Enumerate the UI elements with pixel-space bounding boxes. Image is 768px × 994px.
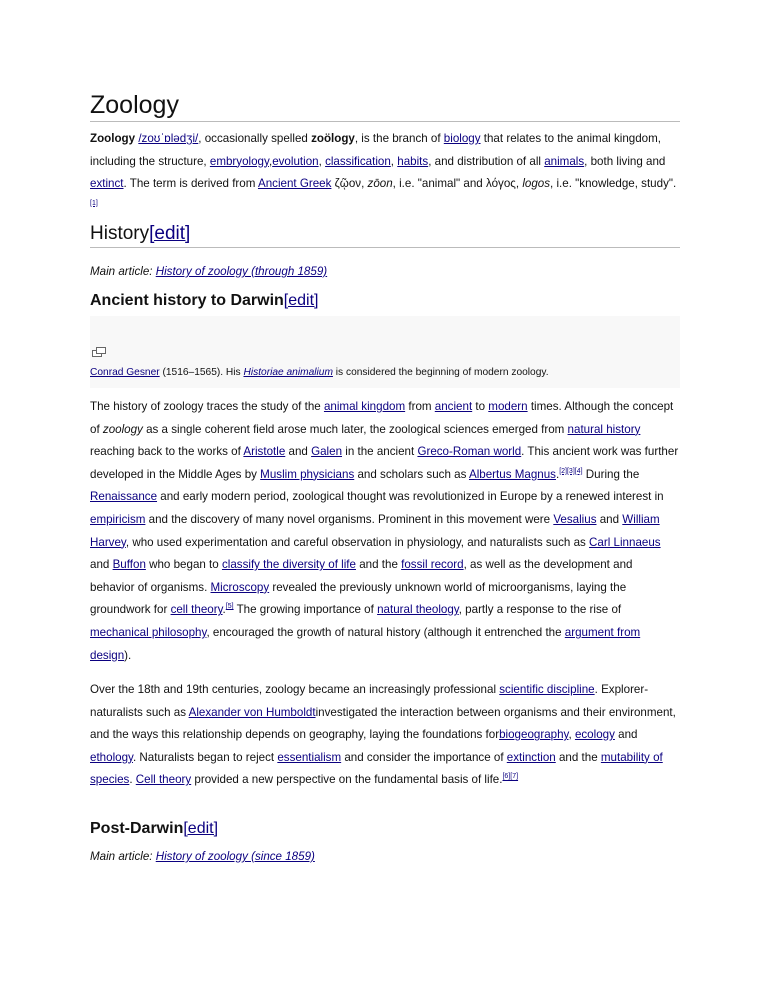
link-classification[interactable]: classification xyxy=(325,154,391,168)
term-zoology-alt: zoölogy xyxy=(311,132,355,145)
link-natural-history[interactable]: natural history xyxy=(567,422,641,436)
figure-gesner xyxy=(90,316,680,388)
link-extinction[interactable]: extinction xyxy=(506,750,556,764)
link-conrad-gesner[interactable]: Conrad Gesner xyxy=(90,367,160,378)
link-historiae-animalium[interactable]: Historiae animalium xyxy=(243,367,333,378)
link-ancient-greek[interactable]: Ancient Greek xyxy=(257,177,332,191)
link-alexander-von-humboldt[interactable]: Alexander von Humboldt xyxy=(188,705,316,719)
link-habits[interactable]: habits xyxy=(397,154,429,168)
section-post-darwin-heading: Post-Darwin[edit] xyxy=(90,820,219,837)
link-ecology[interactable]: ecology xyxy=(574,728,615,742)
link-empiricism[interactable]: empiricism xyxy=(90,512,146,526)
link-pronunciation[interactable]: /zoʊˈɒlədʒi/ xyxy=(138,132,199,145)
intro-paragraph: Zoology /zoʊˈɒlədʒi/, occasionally spelled zoölogy, is the branch of biology that relates to the animal kingdom, including the structure, embryology,evolution, classification, habits, and distribution of all animals, both living and extinct. The term is derived from Ancient Greek ζῷον, zōon, i.e. "animal" and λόγος, logos, i.e. "knowledge, study".[1] xyxy=(90,132,677,207)
link-carl-linnaeus[interactable]: Carl Linnaeus xyxy=(589,535,661,549)
link-greco-roman-world[interactable]: Greco-Roman world xyxy=(417,445,522,459)
link-microscopy[interactable]: Microscopy xyxy=(210,580,270,594)
link-scientific-discipline[interactable]: scientific discipline xyxy=(499,683,595,696)
link-cell-theory-2[interactable]: Cell theory xyxy=(135,773,192,787)
history-paragraph-1: The history of zoology traces the study of the animal kingdom from ancient to modern times. Although the concept of zoology as a single coherent field arose much later, the zoological sciences emerged from natural history reaching back to the works of Aristotle and Galen in the ancient Greco-Roman world. This ancient work was further developed in the Middle Ages by Muslim physicians and scholars such as Albertus Magnus.[2][3][4] During the Renaissance and early modern period, zoological thought was revolutionized in Europe by a renewed interest in empiricism and the discovery of many novel organisms. Prominent in this movement were Vesalius and William Harvey, who used experimentation and careful observation in physiology, and naturalists such as Carl Linnaeus and Buffon who began to classify the diversity of life and the fossil record, as well as the development and behavior of organisms. Microscopy revealed the previously unknown world of microorganisms, laying the groundwork for cell theory.[5] The growing importance of natural theology, partly a response to the rise of mechanical philosophy, encouraged the growth of natural history (although it entrenched the argument from design). xyxy=(90,400,679,662)
link-argument-from-design[interactable]: argument from design xyxy=(90,625,641,662)
link-galen[interactable]: Galen xyxy=(311,445,343,459)
link-mechanical-philosophy[interactable]: mechanical philosophy xyxy=(90,625,207,639)
edit-ancient-link[interactable]: [edit] xyxy=(283,292,319,309)
page-title: Zoology xyxy=(90,90,680,122)
link-classify-diversity[interactable]: classify the diversity of life xyxy=(221,558,356,572)
link-albertus-magnus[interactable]: Albertus Magnus xyxy=(468,467,556,481)
link-animals[interactable]: animals xyxy=(544,154,585,168)
term-zoology: Zoology xyxy=(90,132,136,145)
link-biogeography[interactable]: biogeography xyxy=(499,728,569,742)
link-extinct[interactable]: extinct xyxy=(90,177,124,191)
section-ancient-heading: Ancient history to Darwin[edit] xyxy=(90,292,319,309)
link-william-harvey[interactable]: William Harvey xyxy=(90,512,660,549)
link-animal-kingdom[interactable]: animal kingdom xyxy=(323,400,406,413)
broken-image-icon[interactable] xyxy=(92,347,106,357)
link-history-since-1859[interactable]: History of zoology (since 1859) xyxy=(155,850,315,863)
hatnote-post-darwin: Main article: History of zoology (since 1859) xyxy=(90,850,315,863)
link-muslim-physicians[interactable]: Muslim physicians xyxy=(260,467,355,481)
link-natural-theology[interactable]: natural theology xyxy=(377,603,459,617)
link-mutability-of-species[interactable]: mutability of species xyxy=(90,750,663,787)
ref-5[interactable]: [5] xyxy=(225,603,234,611)
edit-post-darwin-link[interactable]: [edit] xyxy=(183,820,219,837)
ref-6-7[interactable]: [6][7] xyxy=(502,773,519,781)
link-buffon[interactable]: Buffon xyxy=(112,558,146,572)
ref-1[interactable]: [1] xyxy=(90,199,98,207)
link-evolution[interactable]: evolution xyxy=(272,154,319,168)
link-essentialism[interactable]: essentialism xyxy=(277,750,342,764)
hatnote-history: Main article: History of zoology (through 1859) xyxy=(90,265,328,278)
section-history-heading: History[edit] xyxy=(90,222,680,248)
link-embryology[interactable]: embryology xyxy=(209,154,269,168)
link-history-through-1859[interactable]: History of zoology (through 1859) xyxy=(155,265,328,278)
ref-2-3-4[interactable]: [2][3][4] xyxy=(559,467,583,475)
link-ancient[interactable]: ancient xyxy=(434,400,473,413)
history-paragraph-2: Over the 18th and 19th centuries, zoology became an increasingly professional scientific discipline. Explorer-naturalists such as Alexander von Humboldtinvestigated the interaction between organisms and their environment, and the ways this relationship depends on geography, laying the foundations forbiogeography, ecology and ethology. Naturalists began to reject essentialism and consider the importance of extinction and the mutability of species. Cell theory provided a new perspective on the fundamental basis of life.[6][7] xyxy=(90,683,676,787)
link-modern[interactable]: modern xyxy=(488,400,528,413)
link-vesalius[interactable]: Vesalius xyxy=(553,512,597,526)
link-fossil-record[interactable]: fossil record xyxy=(401,558,464,572)
edit-history-link[interactable]: [edit] xyxy=(149,223,191,244)
link-renaissance[interactable]: Renaissance xyxy=(90,490,158,504)
link-ethology[interactable]: ethology xyxy=(90,750,133,764)
figure-caption: Conrad Gesner (1516–1565). His Historiae animalium is considered the beginning of modern zoology. xyxy=(90,367,549,378)
link-aristotle[interactable]: Aristotle xyxy=(243,445,286,459)
link-biology[interactable]: biology xyxy=(443,132,481,145)
link-cell-theory[interactable]: cell theory xyxy=(170,603,223,617)
